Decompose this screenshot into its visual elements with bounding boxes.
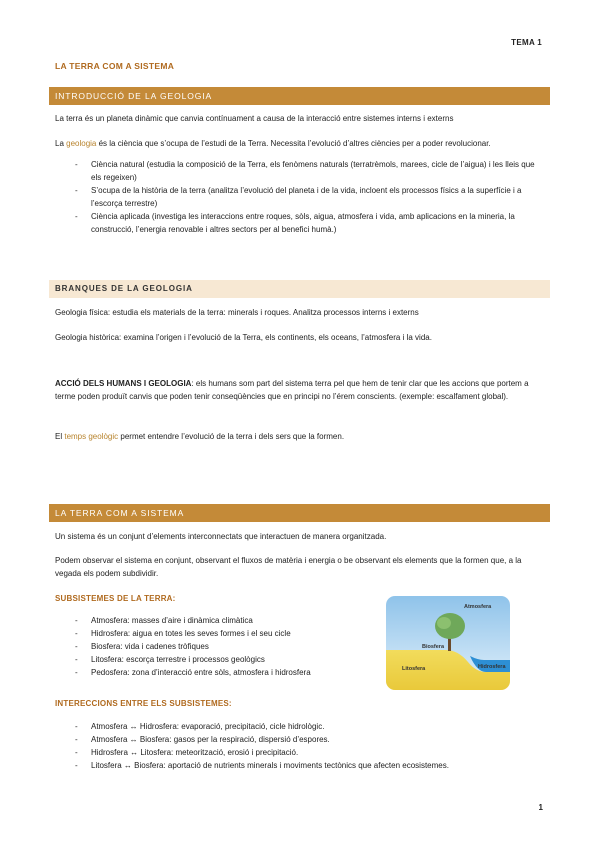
earth-subsystems-illustration bbox=[386, 596, 510, 690]
list-item: - Atmosfera ↔ Biosfera: gasos per la respiració, dispersió d’espores. bbox=[75, 735, 330, 744]
subsystems-list bbox=[55, 614, 375, 679]
subsystems-heading: SUBSISTEMES DE LA TERRA: bbox=[55, 594, 176, 603]
biosfera-label: Biosfera bbox=[422, 644, 445, 650]
list-item: - Ciència natural (estudia la composició de la Terra, els fenòmens naturals (terratrèmols, marees, cicle de l’aigua) i les lleis que els regeixen) bbox=[75, 160, 535, 182]
list-item-text: Atmosfera: masses d’aire i dinàmica climàtica bbox=[91, 616, 253, 625]
accio-humans-label: ACCIÓ DELS HUMANS I GEOLOGIA bbox=[55, 379, 192, 388]
list-item: - S’ocupa de la història de la terra (analitza l’evolució del planeta i de la vida, incloent els processos físics a la superfície i a l’escorça terrestre) bbox=[75, 186, 522, 208]
geologia-definition-pre: La bbox=[55, 139, 67, 148]
list-item: - Litosfera: escorça terrestre i processos geològics bbox=[75, 655, 265, 664]
accio-humans-text: : els humans som part del sistema terra pel que hem de tenir clar que les accions que portem a terme poden produït canvis que poden tenir conseqüències que en principi no l’érem conscients. (exemple: escalfament global). bbox=[55, 379, 529, 401]
sistema-definition: Un sistema és un conjunt d’elements interconnectats que interactuen de manera organitzada. bbox=[55, 532, 387, 541]
list-item-text: Hidrosfera ↔ Litosfera: meteorització, erosió i precipitació. bbox=[91, 748, 299, 757]
list-item: - Litosfera ↔ Biosfera: aportació de nutrients minerals i moviments tectònics que afecten ecosistemes. bbox=[75, 761, 449, 770]
hidrosfera-label: Hidrosfera bbox=[478, 664, 506, 670]
section-heading-branques: BRANQUES DE LA GEOLOGIA bbox=[49, 280, 550, 298]
list-item: - Atmosfera ↔ Hidrosfera: evaporació, precipitació, cicle hidrològic. bbox=[75, 722, 325, 731]
sistema-observacio: Podem observar el sistema en conjunt, observant el fluxos de matèria i energia o be observant els elements que la formen que, a la vegada els podem subdividir. bbox=[55, 556, 522, 578]
list-item-text: Atmosfera ↔ Hidrosfera: evaporació, precipitació, cicle hidrològic. bbox=[91, 722, 325, 731]
list-item: - Atmosfera: masses d’aire i dinàmica climàtica bbox=[75, 616, 253, 625]
list-item-text: S’ocupa de la història de la terra (analitza l’evolució del planeta i de la vida, incloent els processos físics a la superfície i a l’escorça terrestre) bbox=[91, 186, 522, 208]
page-number: 1 bbox=[538, 803, 543, 812]
temps-geologic-term: temps geològic bbox=[64, 432, 119, 441]
geologia-term: geologia bbox=[66, 139, 97, 148]
list-item-text: Biosfera: vida i cadenes tròfiques bbox=[91, 642, 209, 651]
accio-humans-paragraph bbox=[55, 377, 547, 403]
list-item-text: Ciència natural (estudia la composició de la Terra, els fenòmens naturals (terratrèmols, marees, cicle de l’aigua) i les lleis que els regeixen) bbox=[91, 160, 535, 182]
intro-paragraph: La terra és un planeta dinàmic que canvia contínuament a causa de la interacció entre sistemes interns i externs bbox=[55, 114, 454, 123]
subsystems-diagram bbox=[386, 596, 510, 690]
list-item: - Ciència aplicada (investiga les interaccions entre roques, sòls, aigua, atmosfera i vida, amb aplicacions en la mineria, la construcció, l’energia renovable i altres sectors per al benefici humà.) bbox=[75, 212, 515, 234]
list-item-text: Ciència aplicada (investiga les interaccions entre roques, sòls, aigua, atmosfera i vida, amb aplicacions en la mineria, la construcció, l’energia renovable i altres sectors per al benefici humà.) bbox=[91, 212, 515, 234]
document-title: LA TERRA COM A SISTEMA bbox=[55, 61, 175, 71]
temps-geologic-post: permet entendre l’evolució de la terra i dels sers que la formen. bbox=[118, 432, 345, 441]
geologia-definition-post: és la ciència que s’ocupa de l’estudi de la Terra. Necessita l’evolució d’altres ciències per a poder revolucionar. bbox=[96, 139, 491, 148]
temps-geologic-pre: El bbox=[55, 432, 65, 441]
list-item-text: Atmosfera ↔ Biosfera: gasos per la respiració, dispersió d’espores. bbox=[91, 735, 330, 744]
list-item: - Pedosfera: zona d’interacció entre sòls, atmosfera i hidrosfera bbox=[75, 668, 311, 677]
list-item-text: Litosfera: escorça terrestre i processos geològics bbox=[91, 655, 265, 664]
geologia-definition bbox=[55, 137, 547, 150]
list-item: - Hidrosfera ↔ Litosfera: meteorització, erosió i precipitació. bbox=[75, 748, 299, 757]
page-header-tema: TEMA 1 bbox=[511, 38, 542, 47]
section-heading-introduccio: INTRODUCCIÓ DE LA GEOLOGIA bbox=[49, 87, 550, 105]
litosfera-label: Litosfera bbox=[402, 666, 426, 672]
atmosfera-label: Atmosfera bbox=[464, 604, 492, 610]
geologia-fisica-paragraph: Geologia física: estudia els materials de la terra: minerals i roques. Analitza processos interns i externs bbox=[55, 308, 419, 317]
list-item-text: Litosfera ↔ Biosfera: aportació de nutrients minerals i moviments tectònics que afecten ecosistemes. bbox=[91, 761, 449, 770]
list-item-text: Pedosfera: zona d’interacció entre sòls, atmosfera i hidrosfera bbox=[91, 668, 311, 677]
list-item: - Biosfera: vida i cadenes tròfiques bbox=[75, 642, 209, 651]
geologia-bullets bbox=[55, 158, 547, 236]
tree-canopy-highlight bbox=[437, 617, 451, 629]
section-heading-terra-sistema: LA TERRA COM A SISTEMA bbox=[49, 504, 550, 522]
list-item: - Hidrosfera: aigua en totes les seves formes i el seu cicle bbox=[75, 629, 291, 638]
interactions-heading: INTERECCIONS ENTRE ELS SUBSISTEMES: bbox=[55, 699, 232, 708]
interactions-list bbox=[55, 720, 547, 772]
geologia-historica-paragraph: Geologia històrica: examina l’origen i l’evolució de la Terra, els continents, els oceans, l’atmosfera i la vida. bbox=[55, 333, 432, 342]
list-item-text: Hidrosfera: aigua en totes les seves formes i el seu cicle bbox=[91, 629, 291, 638]
temps-geologic-paragraph bbox=[55, 430, 547, 443]
